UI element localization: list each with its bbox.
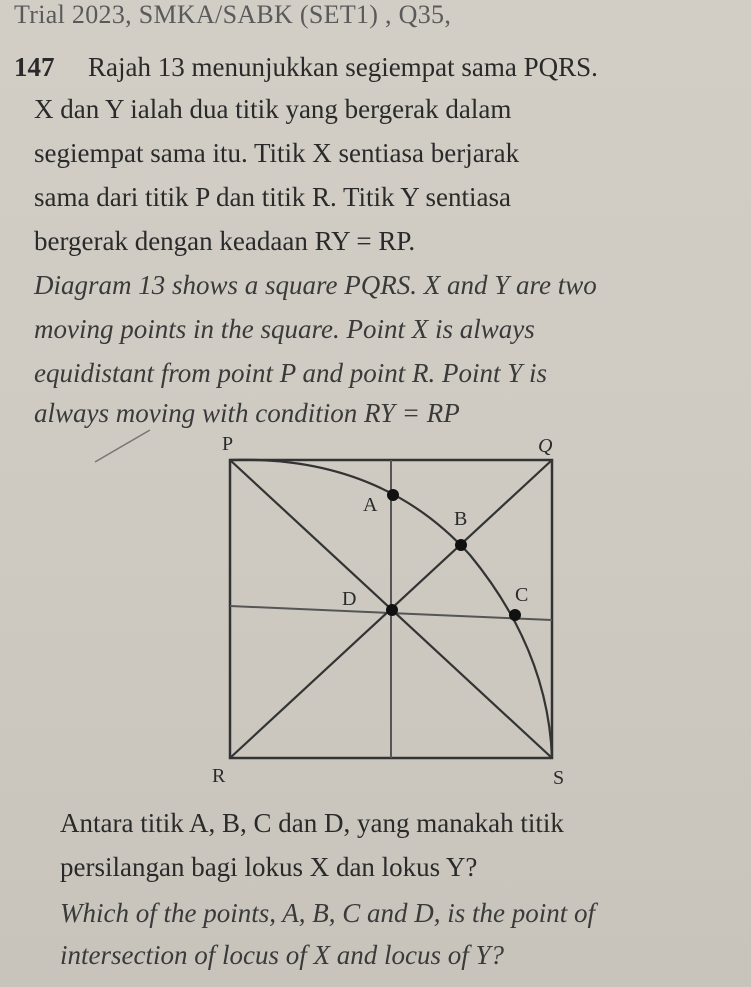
english-line-4: always moving with condition RY = RP xyxy=(34,398,460,428)
point-c xyxy=(509,609,521,621)
point-b xyxy=(455,539,467,551)
prompt-english-line-1 xyxy=(60,898,595,929)
prompt-english-text-2: intersection of locus of X and locus of Y? xyxy=(60,940,504,970)
english-line-3: equidistant from point P and point R. Point Y is xyxy=(34,358,548,388)
shadow-line xyxy=(95,430,150,462)
label-b: B xyxy=(454,508,468,530)
malay-line-4: sama dari titik P dan titik R. Titik Y sentiasa xyxy=(34,182,511,212)
label-c: C xyxy=(515,584,529,606)
malay-line-2: X dan Y ialah dua titik yang bergerak dalam xyxy=(34,94,512,124)
prompt-malay-text-2: persilangan bagi lokus X dan lokus Y? xyxy=(60,852,478,882)
prompt-english-text-1: Which of the points, A, B, C and D, is the point of xyxy=(60,898,595,928)
point-a xyxy=(387,489,399,501)
label-s: S xyxy=(553,767,565,789)
prompt-malay-line-1 xyxy=(60,808,564,839)
label-r: R xyxy=(212,765,226,787)
question-source: Trial 2023, SMKA/SABK (SET1) , Q35, xyxy=(14,0,452,29)
label-a: A xyxy=(363,494,378,516)
malay-line-5: bergerak dengan keadaan RY = RP. xyxy=(34,226,416,256)
english-line-2: moving points in the square. Point X is always xyxy=(34,314,535,344)
prompt-malay-text-1: Antara titik A, B, C dan D, yang manakah titik xyxy=(60,808,564,838)
english-line-1: Diagram 13 shows a square PQRS. X and Y are two xyxy=(34,270,597,300)
prompt-english-line-2 xyxy=(60,940,504,971)
malay-line-3: segiempat sama itu. Titik X sentiasa berjarak xyxy=(34,138,520,168)
point-d xyxy=(386,604,398,616)
label-p: P xyxy=(222,433,234,455)
prompt-malay-line-2 xyxy=(60,852,477,883)
label-q: Q xyxy=(538,435,553,457)
malay-line-1: Rajah 13 menunjukkan segiempat sama PQRS. xyxy=(88,52,598,82)
label-d: D xyxy=(342,588,357,610)
question-number: 147 xyxy=(14,52,55,82)
